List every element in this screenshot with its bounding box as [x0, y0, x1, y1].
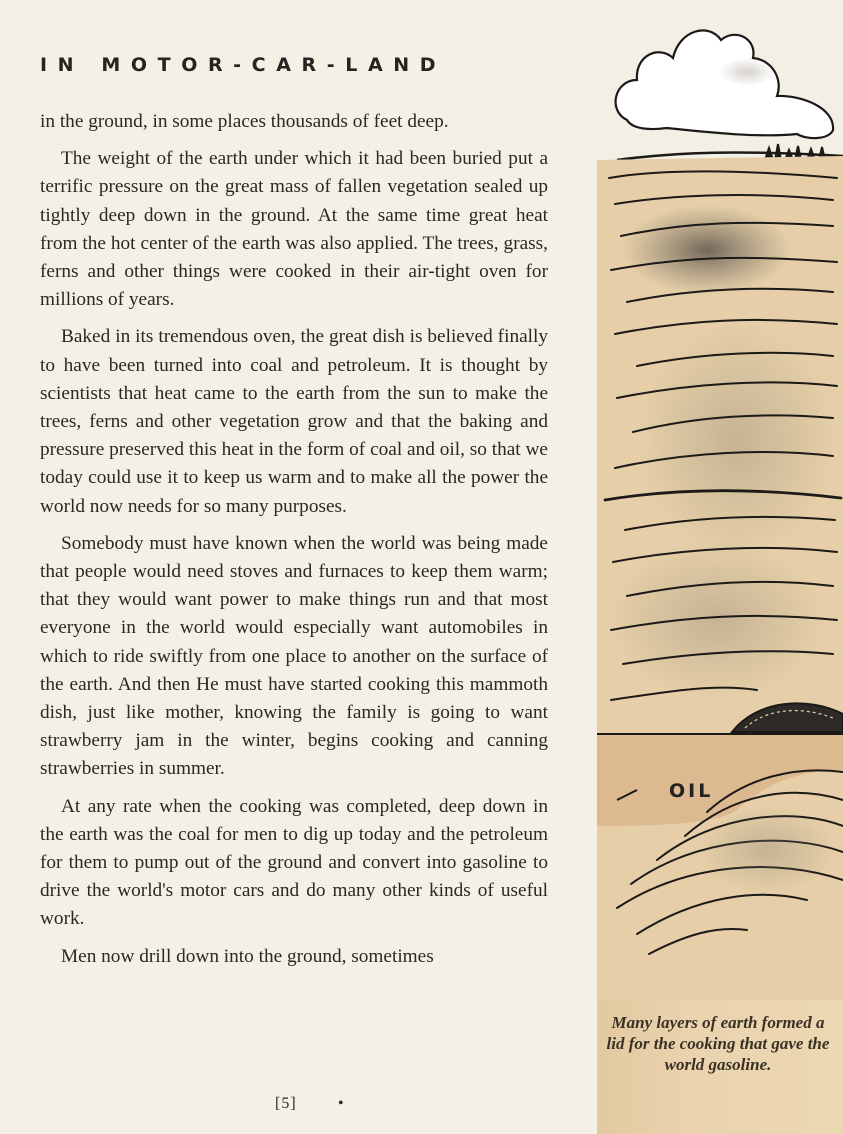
illustration-caption: Many layers of earth formed a lid for the cooking that gave the world gasoline.: [606, 1013, 830, 1074]
paragraph-1: in the ground, in some places thousands of feet deep.: [40, 111, 449, 132]
page-number: [5]: [275, 1095, 297, 1112]
earth-layers-drawing: [597, 0, 843, 1000]
paragraph-5: At any rate when the cooking was completed, deep down in the earth was the coal for men to dig up today and the petroleum for them to pump out of the ground and convert into gasoline to drive the world's motor cars and do many other kinds of useful work.: [40, 795, 548, 930]
paragraph-2: The weight of the earth under which it had been buried put a terrific pressure on the great mass of fallen vegetation sealed up tightly deep down in the ground. At the same time great heat from the hot center of the earth was also applied. The trees, grass, ferns and other things were cooked in their air-tight oven for millions of years.: [40, 148, 548, 311]
dense-layer: [622, 205, 792, 295]
page-mark: •: [338, 1095, 344, 1112]
body-text: [40, 108, 548, 980]
oil-label: OIL: [669, 780, 714, 802]
running-head: IN MOTOR-CAR-LAND: [40, 54, 447, 76]
paragraph-3: Baked in its tremendous oven, the great dish is believed finally to have been turned into coal and petroleum. It is thought by scientists that heat came to the earth from the sun to make the trees, ferns and other vegetation grow and that the baking and pressure preserved this heat in the form of coal and oil, so that we today could use it to keep us warm and to make all the power the world now needs for so many purposes.: [40, 326, 548, 517]
cloud-shading: [719, 58, 775, 86]
paragraph-6: Men now drill down into the ground, sometimes: [61, 945, 434, 967]
paragraph-4: Somebody must have known when the world was being made that people would need stoves and furnaces to keep them warm; that they would want power to make things run and that most everyone in the world would especially want automobiles in which to ride swiftly from one place to another on the surface of the earth. And then He must have started cooking this mammoth dish, just like mother, knowing the family is going to want strawberry jam in the winter, begins cooking and canning strawberries in summer.: [40, 532, 548, 780]
speckled-layer-lower: [607, 540, 827, 700]
earth-layers-illustration: [597, 0, 843, 1134]
